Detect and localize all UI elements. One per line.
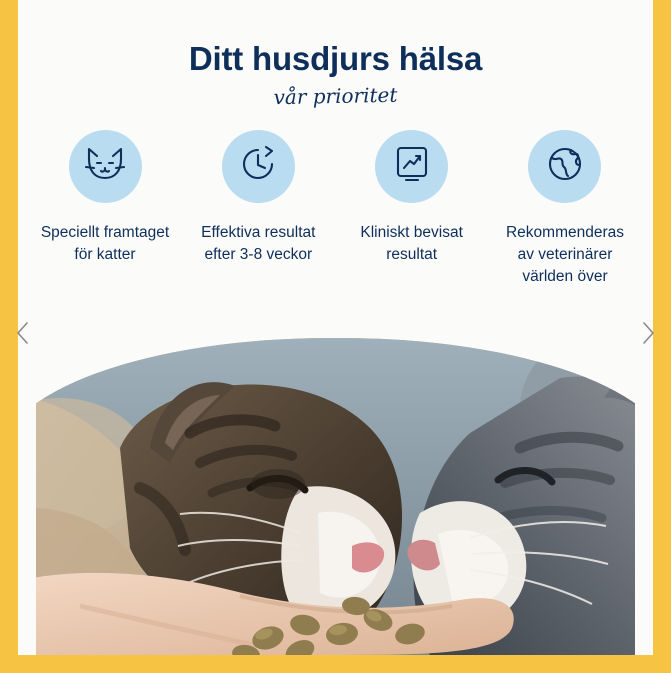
content-panel	[18, 0, 653, 655]
page-subtitle: vår prioritet	[273, 82, 398, 110]
feature-item-cat	[40, 130, 170, 266]
chart-card-icon	[393, 144, 431, 189]
carousel-next-button[interactable]	[635, 320, 661, 346]
feature-label: Kliniskt bevisat resultat	[360, 224, 463, 263]
feature-label: Speciellt framtaget för katter	[40, 224, 170, 263]
bottom-yellow-border	[0, 655, 671, 673]
feature-label: Effektiva resultat efter 3-8 veckor	[201, 224, 316, 263]
hero-image	[18, 338, 653, 655]
feature-icon-circle	[222, 130, 295, 203]
photo-left-mask	[18, 338, 36, 655]
feature-item-clinical	[347, 130, 477, 266]
photo-right-mask	[635, 338, 653, 655]
feature-item-global	[500, 130, 630, 288]
carousel-prev-button[interactable]	[10, 320, 36, 346]
globe-icon	[545, 144, 585, 189]
feature-icon-circle	[528, 130, 601, 203]
feature-item-time	[193, 130, 323, 266]
feature-list	[40, 130, 630, 288]
feature-label: Rekommenderas av veterinärer världen över	[505, 224, 624, 285]
feature-icon-circle	[69, 130, 142, 203]
clock-icon	[238, 144, 278, 189]
page-title: Ditt husdjurs hälsa	[188, 40, 483, 77]
cat-face-icon	[84, 145, 126, 188]
feature-icon-circle	[375, 130, 448, 203]
hero-image-container	[18, 338, 653, 655]
